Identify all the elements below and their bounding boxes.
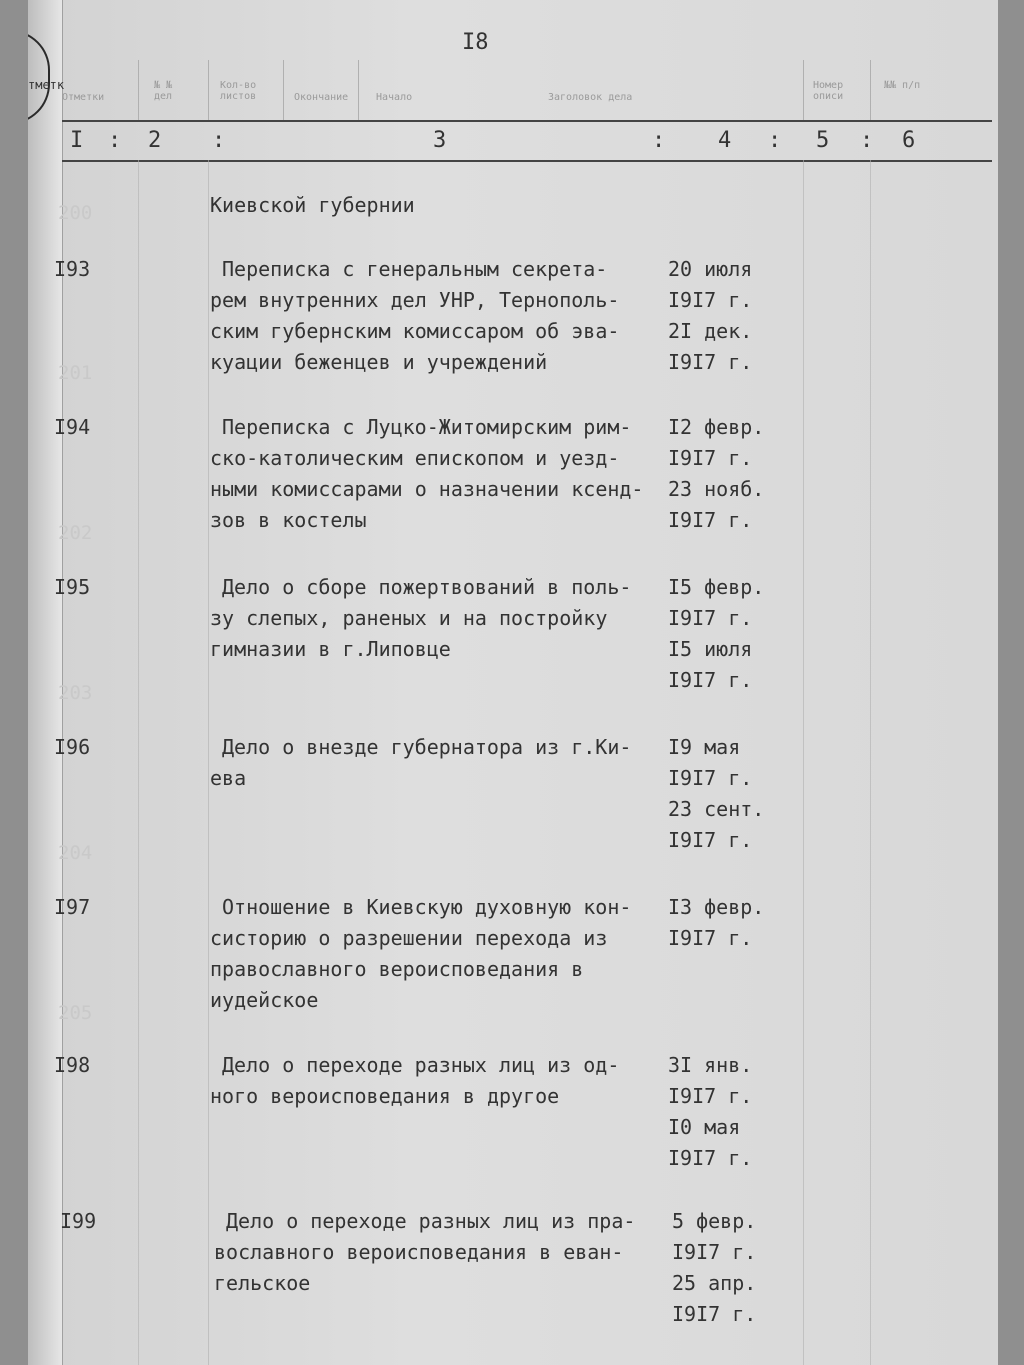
entry-title-line: ными комиссарами о назначении ксенд- bbox=[210, 477, 644, 501]
entry-date-line: 3I янв. bbox=[668, 1053, 753, 1077]
entry-date-line: 25 апр. bbox=[672, 1271, 757, 1295]
entry-date-line: I9I7 г. bbox=[668, 508, 753, 532]
header-separator bbox=[870, 60, 871, 120]
col-num-1: I bbox=[70, 128, 84, 153]
entry-date-line: I5 февр. bbox=[668, 575, 765, 599]
entry-date-line: I9I7 г. bbox=[668, 828, 753, 852]
entry-date-line: 23 сент. bbox=[668, 797, 765, 821]
entry-title-line: Переписка с генеральным секрета- bbox=[222, 257, 608, 281]
entry-date-line: I9I7 г. bbox=[668, 1084, 753, 1108]
entry-title-line: Дело о переходе разных лиц из од- bbox=[222, 1053, 620, 1077]
entry-title-line: зов в костелы bbox=[210, 508, 367, 532]
col-sep: : bbox=[768, 128, 782, 153]
header-inventory-num: Номер описи bbox=[813, 80, 844, 102]
binding-arc bbox=[28, 30, 50, 124]
entry-date-line: 23 нояб. bbox=[668, 477, 765, 501]
header-end: Окончание bbox=[294, 92, 349, 103]
header-case-title: Заголовок дела bbox=[548, 92, 633, 103]
entry-title-line: Дело о сборе пожертвований в поль- bbox=[222, 575, 632, 599]
entry-date-line: 2I дек. bbox=[668, 319, 753, 343]
header-separator bbox=[138, 60, 139, 120]
entry-title-line: православного вероисповедания в bbox=[210, 957, 584, 981]
column-line bbox=[138, 160, 139, 1365]
ghost-number: 204 bbox=[58, 842, 93, 864]
entry-date-line: I9I7 г. bbox=[668, 668, 753, 692]
column-line bbox=[870, 160, 871, 1365]
entry-date-line: 20 июля bbox=[668, 257, 753, 281]
entry-title-line: гельское bbox=[214, 1271, 311, 1295]
entry-title-line: Дело о переходе разных лиц из пра- bbox=[226, 1209, 636, 1233]
entry-date-line: I3 февр. bbox=[668, 895, 765, 919]
col-num-6: 6 bbox=[902, 128, 916, 153]
entry-date-line: I5 июля bbox=[668, 637, 753, 661]
column-line bbox=[208, 160, 209, 1365]
entry-title-line: Переписка с Луцко-Житомирским рим- bbox=[222, 415, 632, 439]
entry-title-line: иудейское bbox=[210, 988, 319, 1012]
col-sep: : bbox=[860, 128, 874, 153]
column-line bbox=[803, 160, 804, 1365]
col-num-3: 3 bbox=[433, 128, 447, 153]
entry-date-line: I9I7 г. bbox=[668, 1146, 753, 1170]
header-start: Начало bbox=[376, 92, 413, 103]
ghost-number: 200 bbox=[58, 202, 93, 224]
col-sep: : bbox=[212, 128, 226, 153]
entry-title-line: ного вероисповедания в другое bbox=[210, 1084, 560, 1108]
document-page bbox=[28, 0, 998, 1365]
entry-date-line: I9I7 г. bbox=[668, 606, 753, 630]
header-case-nums: № № дел bbox=[154, 80, 173, 102]
ghost-number: 201 bbox=[58, 362, 93, 384]
header-sheet-count: Кол-во листов bbox=[220, 80, 257, 102]
ghost-number: 202 bbox=[58, 522, 93, 544]
col-num-4: 4 bbox=[718, 128, 732, 153]
entry-title-line: зу слепых, раненых и на постройку bbox=[210, 606, 608, 630]
entry-number: I95 bbox=[54, 575, 91, 599]
entry-title-line: систорию о разрешении перехода из bbox=[210, 926, 608, 950]
entry-title-line: вославного вероисповедания в еван- bbox=[214, 1240, 624, 1264]
col-num-5: 5 bbox=[816, 128, 830, 153]
entry-date-line: I9I7 г. bbox=[668, 288, 753, 312]
entry-title-line: Дело о внезде губернатора из г.Ки- bbox=[222, 735, 632, 759]
entry-number: I97 bbox=[54, 895, 91, 919]
entry-title-line: рем внутренних дел УНР, Тернополь- bbox=[210, 288, 620, 312]
entry-date-line: I9I7 г. bbox=[668, 446, 753, 470]
entry-date-line: I9 мая bbox=[668, 735, 741, 759]
header-separator bbox=[358, 60, 359, 120]
entry-number: I98 bbox=[54, 1053, 91, 1077]
entry-date-line: I9I7 г. bbox=[672, 1240, 757, 1264]
header-separator bbox=[803, 60, 804, 120]
ghost-number: 203 bbox=[58, 682, 93, 704]
entry-number: I94 bbox=[54, 415, 91, 439]
margin-label: тметк bbox=[28, 78, 65, 92]
entry-number: I99 bbox=[60, 1209, 97, 1233]
header-separator bbox=[283, 60, 284, 120]
entry-date-line: I9I7 г. bbox=[672, 1302, 757, 1326]
entry-title-line: Отношение в Киевскую духовную кон- bbox=[222, 895, 632, 919]
entry-title-line: ско-католическим епископом и уезд- bbox=[210, 446, 620, 470]
entry-title-line: ева bbox=[210, 766, 247, 790]
entry-title-line: гимназии в г.Липовце bbox=[210, 637, 451, 661]
ghost-number: 205 bbox=[58, 1002, 93, 1024]
entry-date-line: I9I7 г. bbox=[668, 766, 753, 790]
header-item-num: №№ п/п bbox=[884, 80, 921, 91]
entry-date-line: I9I7 г. bbox=[668, 350, 753, 374]
col-num-2: 2 bbox=[148, 128, 162, 153]
col-sep: : bbox=[652, 128, 666, 153]
entry-number: I93 bbox=[54, 257, 91, 281]
entry-date-line: I0 мая bbox=[668, 1115, 741, 1139]
entry-number: I96 bbox=[54, 735, 91, 759]
header-rule-bottom bbox=[62, 160, 992, 162]
page-number: I8 bbox=[462, 30, 489, 55]
col-sep: : bbox=[108, 128, 122, 153]
header-rule-top bbox=[62, 120, 992, 122]
entry-date-line: I9I7 г. bbox=[668, 926, 753, 950]
section-heading: Киевской губернии bbox=[210, 193, 415, 217]
entry-date-line: I2 февр. bbox=[668, 415, 765, 439]
header-separator bbox=[208, 60, 209, 120]
header-notes: Отметки bbox=[62, 92, 105, 103]
entry-title-line: ским губернским комиссаром об эва- bbox=[210, 319, 620, 343]
entry-date-line: 5 февр. bbox=[672, 1209, 757, 1233]
entry-title-line: куации беженцев и учреждений bbox=[210, 350, 548, 374]
